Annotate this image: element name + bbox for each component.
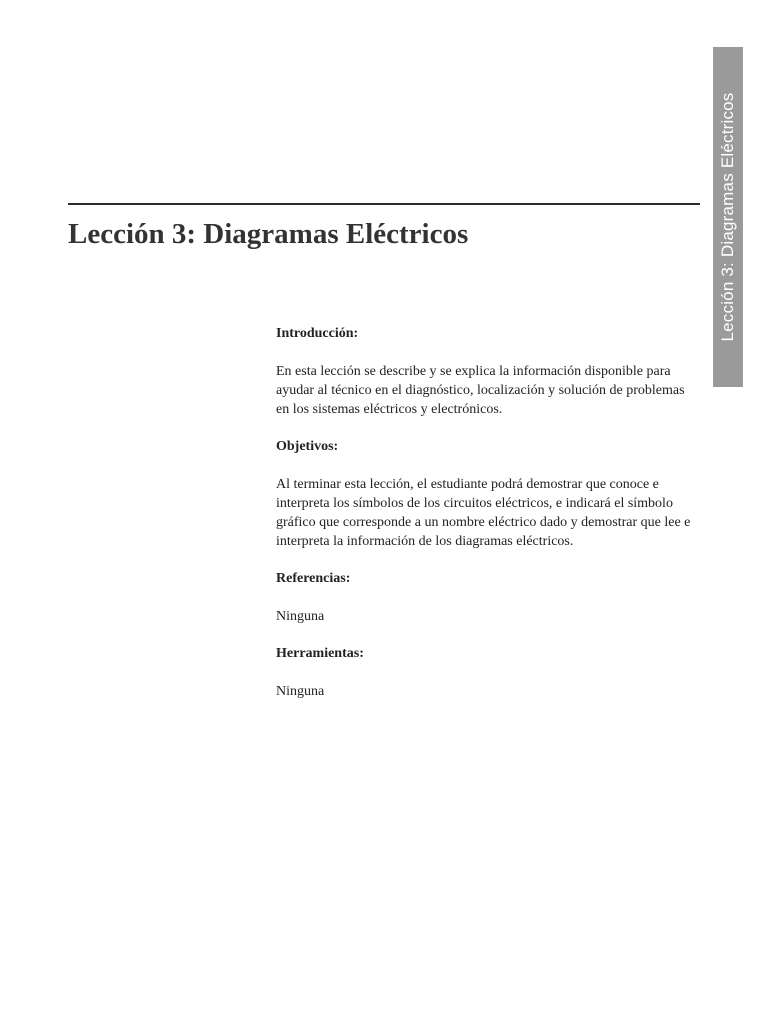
- section-body: Ninguna: [276, 609, 325, 624]
- side-tab: [713, 47, 743, 387]
- section-body: Ninguna: [276, 684, 325, 699]
- section-objetivos: [276, 437, 701, 551]
- section-body: En esta lección se describe y se explica la información disponible para ayudar al técnico en el diagnóstico, localización y solución de problemas en los sistemas eléctricos y electrónicos.: [276, 364, 685, 417]
- title-rule: [68, 203, 700, 205]
- section-introduccion: [276, 324, 701, 419]
- section-heading: Referencias:: [276, 571, 351, 586]
- side-tab-label: Lección 3: Diagramas Eléctricos: [718, 92, 737, 342]
- lesson-content: [276, 324, 701, 719]
- section-heading: Herramientas:: [276, 646, 364, 661]
- section-herramientas: [276, 644, 701, 701]
- section-referencias: [276, 569, 701, 626]
- section-heading: Introducción:: [276, 326, 359, 341]
- section-heading: Objetivos:: [276, 439, 339, 454]
- page-title: Lección 3: Diagramas Eléctricos: [68, 218, 469, 250]
- section-body: Al terminar esta lección, el estudiante podrá demostrar que conoce e interpreta los símbolos de los circuitos eléctricos, e indicará el símbolo gráfico que corresponde a un nombre eléctrico dado y demostrar que lee e interpreta la información de los diagramas eléctricos.: [276, 477, 691, 549]
